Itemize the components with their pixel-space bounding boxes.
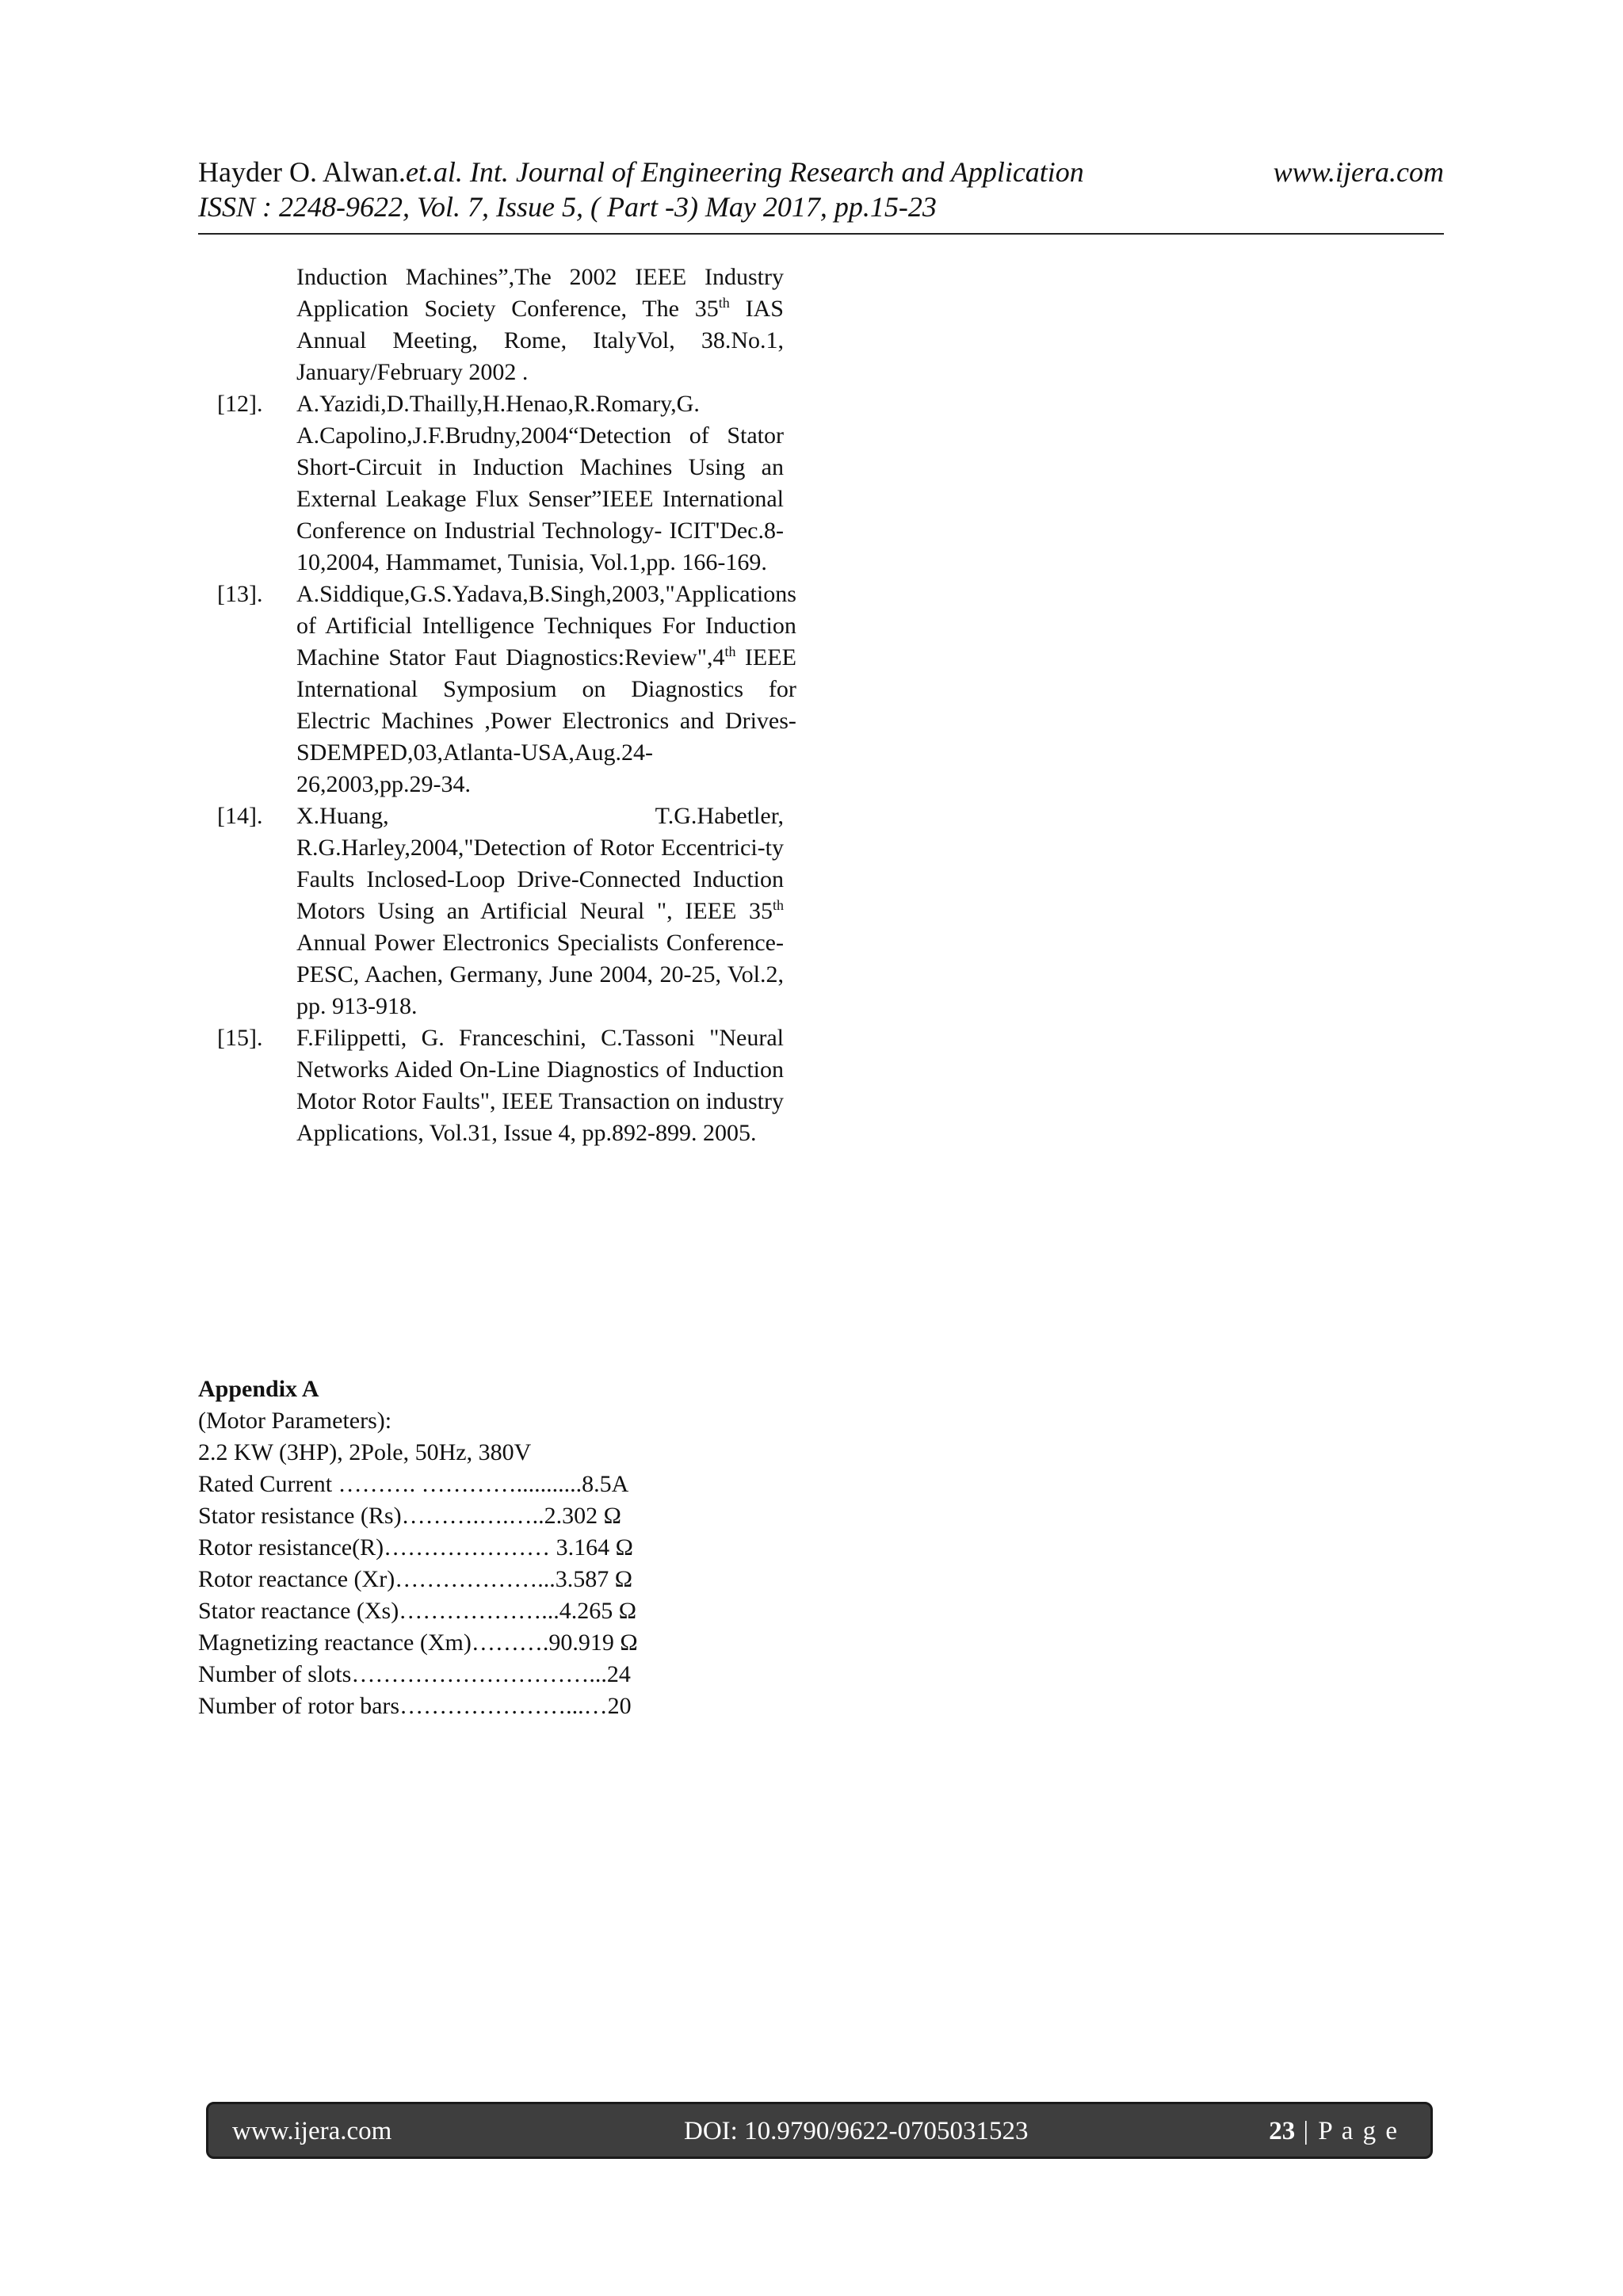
appendix-section (198, 1373, 832, 1722)
header-citation (198, 155, 1084, 189)
appendix-line: (Motor Parameters): (198, 1408, 392, 1434)
header-journal: Int. Journal of Engineering Research and Application (462, 156, 1084, 188)
reference-number: [13]. (217, 581, 263, 607)
reference-item (217, 262, 784, 388)
appendix-line: Rated Current ………. …………...........8.5A (198, 1471, 629, 1497)
header-divider (198, 233, 1444, 235)
header-issn: ISSN : 2248-9622, Vol. 7, Issue 5, ( Part -3) May 2017, pp.15-23 (198, 191, 937, 223)
reference-item (217, 1022, 784, 1149)
reference-text (296, 800, 784, 1022)
reference-text-part: IAS Annual Meeting, Rome, ItalyVol, 38.No.1, January/February 2002 . (296, 296, 784, 385)
reference-text (296, 579, 796, 800)
reference-item (217, 388, 784, 579)
reference-text: A.Yazidi,D.Thailly,H.Henao,R.Romary,G. A.Capolino,J.F.Brudny,2004“Detection of Stator Short-Circuit in Induction Machines Using an External Leakage Flux Senser”IEEE International Conference on Industrial Technology- ICIT'Dec.8-10,2004, Hammamet, Tunisia, Vol.1,pp. 166-169. (296, 391, 784, 575)
superscript: th (724, 644, 736, 659)
reference-text (296, 262, 784, 388)
reference-text-part: Annual Power Electronics Specialists Conference-PESC, Aachen, Germany, June 2004, 20-25, Vol.2, pp. 913-918. (296, 930, 784, 1019)
reference-item (217, 800, 784, 1022)
page-label: | P a g e (1295, 2117, 1399, 2145)
page-number: 23 (1269, 2117, 1296, 2145)
running-header (198, 155, 1444, 224)
header-author: Hayder O. Alwan. (198, 156, 406, 188)
superscript: th (718, 295, 730, 311)
reference-text-part: X.Huang, T.G.Habetler, R.G.Harley,2004,"Detection of Rotor Eccentrici-ty Faults Inclosed-Loop Drive-Connected Induction Motors Using an Artificial Neural ", IEEE 35 (296, 803, 784, 924)
page-footer (206, 2102, 1433, 2159)
header-website[interactable]: www.ijera.com (1273, 156, 1444, 188)
footer-website-link[interactable]: www.ijera.com (232, 2117, 392, 2145)
reference-text-part: Induction Machines”,The 2002 IEEE Industry Application Society Conference, The 35 (296, 264, 784, 322)
appendix-line: Magnetizing reactance (Xm)……….90.919 Ω (198, 1629, 638, 1656)
header-etal: et.al. (405, 156, 463, 188)
footer-doi: DOI: 10.9790/9622-0705031523 (684, 2117, 1029, 2145)
superscript: th (772, 897, 784, 913)
reference-number: [14]. (217, 803, 263, 829)
appendix-line: Number of rotor bars…………………...…20 (198, 1693, 632, 1719)
reference-number: [15]. (217, 1025, 263, 1051)
reference-number: [12]. (217, 391, 263, 417)
footer-page-number (1269, 2117, 1399, 2146)
reference-text-part: A.Siddique,G.S.Yadava,B.Singh,2003,"Applications of Artificial Intelligence Techniques For Induction Machine Stator Faut Diagnostics:Review",4 (296, 581, 796, 670)
appendix-line: Stator reactance (Xs)………………...4.265 Ω (198, 1598, 636, 1624)
appendix-line: Stator resistance (Rs)……….….…..2.302 Ω (198, 1503, 621, 1529)
reference-list (217, 262, 796, 1149)
appendix-line: 2.2 KW (3HP), 2Pole, 50Hz, 380V (198, 1439, 532, 1465)
appendix-line: Rotor reactance (Xr)………………...3.587 Ω (198, 1566, 632, 1592)
reference-text: F.Filippetti, G. Franceschini, C.Tassoni "Neural Networks Aided On-Line Diagnostics of Induction Motor Rotor Faults", IEEE Transaction on industry Applications, Vol.31, Issue 4, pp.892-899. 2005. (296, 1025, 784, 1146)
appendix-line: Number of slots…………………………...24 (198, 1661, 631, 1687)
appendix-line: Rotor resistance(R)………………… 3.164 Ω (198, 1534, 633, 1561)
reference-item (217, 579, 796, 800)
header-line-1 (198, 155, 1444, 189)
appendix-heading: Appendix A (198, 1376, 319, 1402)
reference-text-part: IEEE International Symposium on Diagnostics for Electric Machines ,Power Electronics and Drives-SDEMPED,03,Atlanta-USA,Aug.24-26,2003,pp.29-34. (296, 644, 796, 797)
